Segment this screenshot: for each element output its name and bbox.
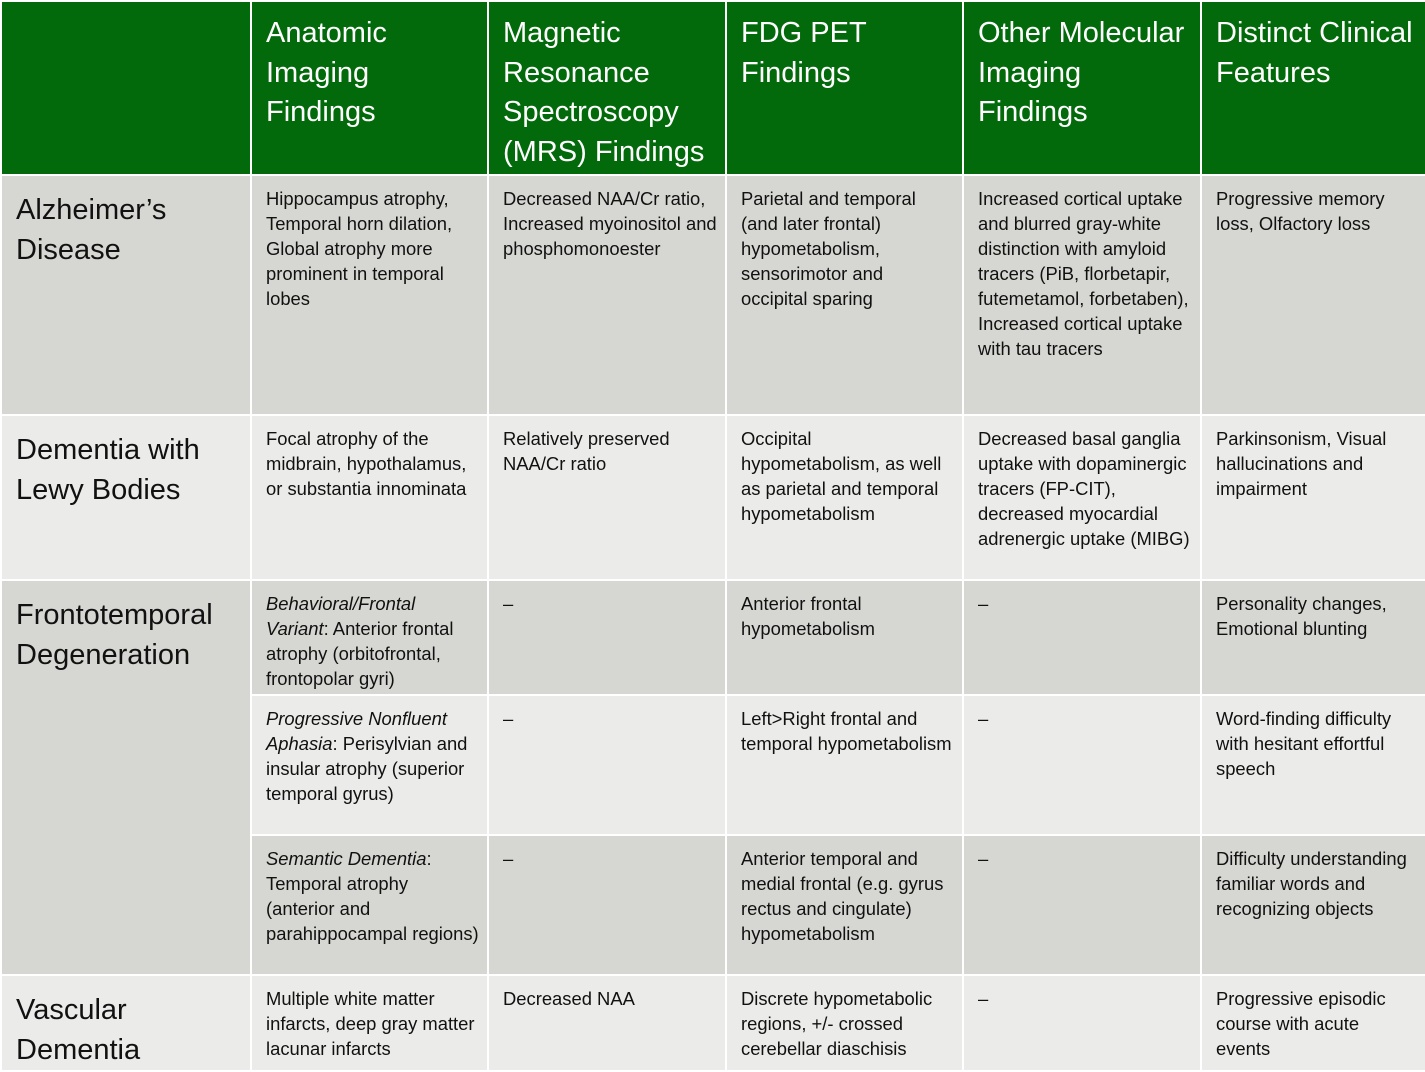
header-anatomic: Anatomic Imaging Findings bbox=[251, 1, 488, 175]
header-molecular: Other Molecular Imaging Findings bbox=[963, 1, 1201, 175]
cell-anatomic: Focal atrophy of the midbrain, hypothalamus, or substantia innominata bbox=[251, 415, 488, 580]
row-ftd-behavioral bbox=[1, 580, 1425, 695]
cell-clinical: Parkinsonism, Visual hallucinations and impairment bbox=[1201, 415, 1425, 580]
cell-molecular: – bbox=[963, 975, 1201, 1071]
cell-mrs: Decreased NAA bbox=[488, 975, 726, 1071]
cell-clinical: Word-finding difficulty with hesitant effortful speech bbox=[1201, 695, 1425, 835]
variant-name: Progressive Nonfluent Aphasia bbox=[266, 708, 447, 754]
row-lewy bbox=[1, 415, 1425, 580]
cell-fdg: Anterior frontal hypometabolism bbox=[726, 580, 963, 695]
cell-anatomic bbox=[251, 835, 488, 975]
header-corner bbox=[1, 1, 251, 175]
row-label-ftd: Frontotemporal Degeneration bbox=[1, 580, 251, 975]
variant-name: Semantic Dementia bbox=[266, 848, 427, 869]
cell-clinical: Difficulty understanding familiar words and recognizing objects bbox=[1201, 835, 1425, 975]
cell-fdg: Parietal and temporal (and later frontal) hypometabolism, sensorimotor and occipital sparing bbox=[726, 175, 963, 415]
cell-molecular: Decreased basal ganglia uptake with dopaminergic tracers (FP-CIT), decreased myocardial adrenergic uptake (MIBG) bbox=[963, 415, 1201, 580]
variant-findings: : Perisylvian and insular atrophy (superior temporal gyrus) bbox=[266, 733, 468, 804]
cell-fdg: Left>Right frontal and temporal hypometabolism bbox=[726, 695, 963, 835]
header-clinical: Distinct Clinical Features bbox=[1201, 1, 1425, 175]
cell-molecular: – bbox=[963, 695, 1201, 835]
cell-clinical: Personality changes, Emotional blunting bbox=[1201, 580, 1425, 695]
cell-anatomic: Hippocampus atrophy, Temporal horn dilation, Global atrophy more prominent in temporal lobes bbox=[251, 175, 488, 415]
row-alzheimers bbox=[1, 175, 1425, 415]
header-row bbox=[1, 1, 1425, 175]
cell-mrs: – bbox=[488, 580, 726, 695]
variant-findings: : Temporal atrophy (anterior and parahippocampal regions) bbox=[266, 848, 479, 944]
cell-clinical: Progressive memory loss, Olfactory loss bbox=[1201, 175, 1425, 415]
cell-mrs: Relatively preserved NAA/Cr ratio bbox=[488, 415, 726, 580]
row-vascular bbox=[1, 975, 1425, 1071]
cell-molecular: – bbox=[963, 580, 1201, 695]
variant-findings: : Anterior frontal atrophy (orbitofrontal, frontopolar gyri) bbox=[266, 618, 454, 689]
header-fdg-pet: FDG PET Findings bbox=[726, 1, 963, 175]
cell-mrs: – bbox=[488, 835, 726, 975]
cell-anatomic: Multiple white matter infarcts, deep gray matter lacunar infarcts bbox=[251, 975, 488, 1071]
cell-molecular: Increased cortical uptake and blurred gray-white distinction with amyloid tracers (PiB, florbetapir, futemetamol, forbetaben), Increased cortical uptake with tau tracers bbox=[963, 175, 1201, 415]
cell-fdg: Discrete hypometabolic regions, +/- crossed cerebellar diaschisis bbox=[726, 975, 963, 1071]
header-mrs: Magnetic Resonance Spectroscopy (MRS) Findings bbox=[488, 1, 726, 175]
cell-molecular: – bbox=[963, 835, 1201, 975]
row-label-alzheimers: Alzheimer’s Disease bbox=[1, 175, 251, 415]
cell-fdg: Anterior temporal and medial frontal (e.g. gyrus rectus and cingulate) hypometabolism bbox=[726, 835, 963, 975]
cell-mrs: – bbox=[488, 695, 726, 835]
variant-name: Behavioral/Frontal Variant bbox=[266, 593, 416, 639]
row-label-vascular: Vascular Dementia bbox=[1, 975, 251, 1071]
cell-fdg: Occipital hypometabolism, as well as parietal and temporal hypometabolism bbox=[726, 415, 963, 580]
row-label-lewy: Dementia with Lewy Bodies bbox=[1, 415, 251, 580]
cell-anatomic bbox=[251, 580, 488, 695]
cell-clinical: Progressive episodic course with acute events bbox=[1201, 975, 1425, 1071]
cell-anatomic bbox=[251, 695, 488, 835]
cell-mrs: Decreased NAA/Cr ratio, Increased myoinositol and phosphomonoester bbox=[488, 175, 726, 415]
